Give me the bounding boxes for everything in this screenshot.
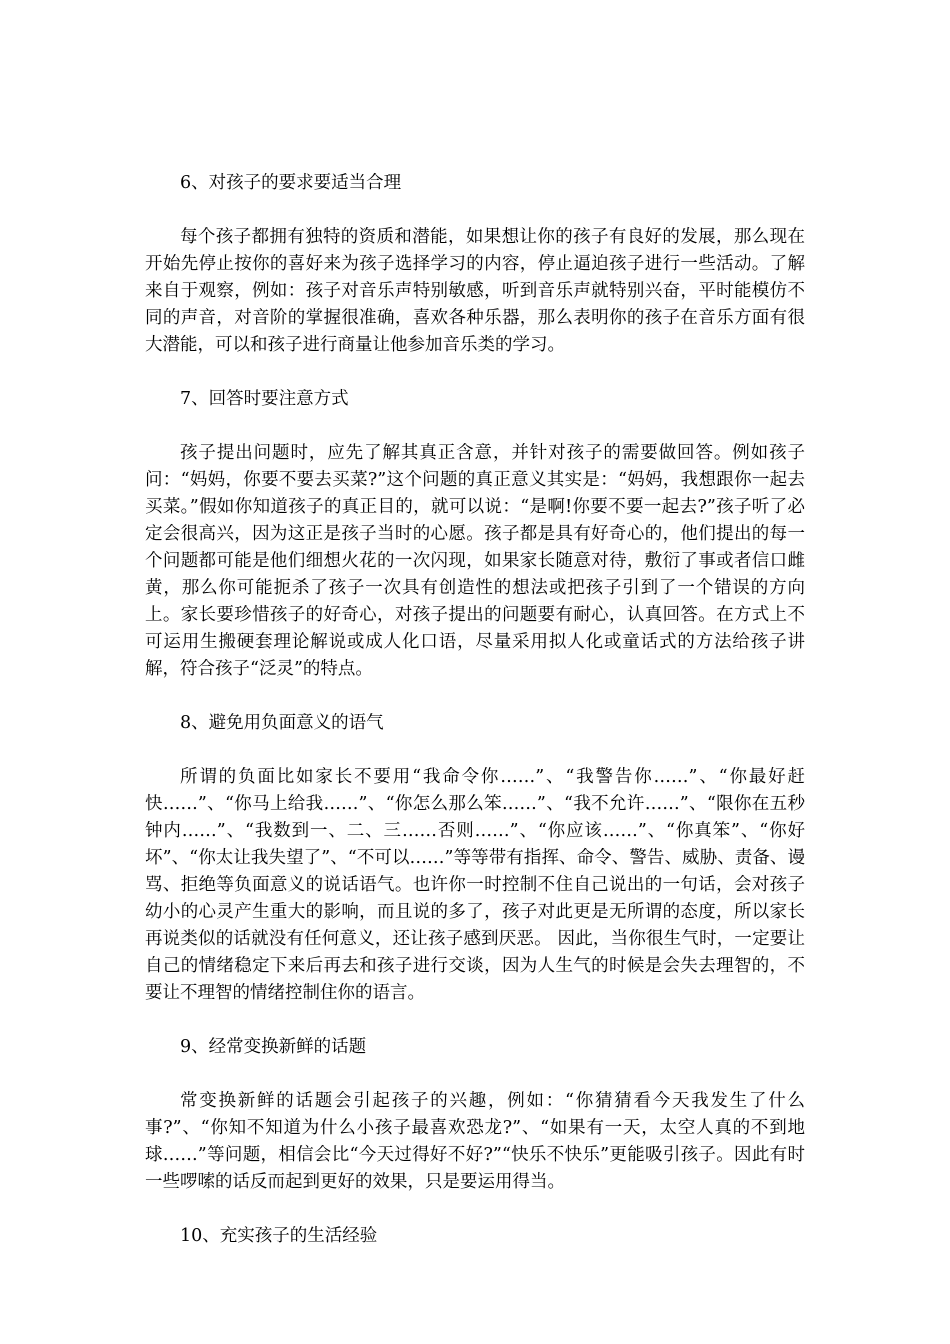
section-paragraph: 所谓的负面比如家长不要用“我命令你……”、“我警告你……”、“你最好赶快……”、“你马上给我……”、“你怎么那么笨……”、“我不允许……”、“限你在五秒钟内……”、“我数到一、二、三……否则……”、“你应该……”、“你真笨”、“你好坏”、“你太让我失望了”、“不可以……”等等带有指挥、命令、警告、威胁、责备、谩骂、拒绝等负面意义的说话语气。也许你一时控制不住自己说出的一句话，会对孩子幼小的心灵产生重大的影响，而且说的多了，孩子对此更是无所谓的态度，所以家长再说类似的话就没有任何意义，还让孩子感到厌恶。 因此，当你很生气时，一定要让自己的情绪稳定下来后再去和孩子进行交谈，因为人生气的时候是会失去理智的，不要让不理智的情绪控制住你的语言。 xyxy=(145,767,805,1003)
document-body xyxy=(145,170,805,1250)
section-heading: 10、充实孩子的生活经验 xyxy=(180,1226,378,1246)
section-paragraph: 常变换新鲜的话题会引起孩子的兴趣，例如：“你猜猜看今天我发生了什么事?”、“你知不知道为什么小孩子最喜欢恐龙?”、“如果有一天，太空人真的不到地球……”等问题，相信会比“今天过得好不好?”“快乐不快乐”更能吸引孩子。因此有时一些啰嗦的话反而起到更好的效果，只是要运用得当。 xyxy=(145,1091,805,1192)
section-heading: 7、回答时要注意方式 xyxy=(180,389,349,409)
section-heading: 8、避免用负面意义的语气 xyxy=(180,713,384,733)
section-heading: 9、经常变换新鲜的话题 xyxy=(180,1037,367,1057)
section-paragraph: 孩子提出问题时，应先了解其真正含意，并针对孩子的需要做回答。例如孩子问：“妈妈，你要不要去买菜?”这个问题的真正意义其实是：“妈妈，我想跟你一起去买菜。”假如你知道孩子的真正目的，就可以说：“是啊!你要不要一起去?”孩子听了必定会很高兴，因为这正是孩子当时的心愿。孩子都是具有好奇心的，他们提出的每一个问题都可能是他们细想火花的一次闪现，如果家长随意对待，敷衍了事或者信口雌黄，那么你可能扼杀了孩子一次具有创造性的想法或把孩子引到了一个错误的方向上。家长要珍惜孩子的好奇心，对孩子提出的问题要有耐心，认真回答。在方式上不可运用生搬硬套理论解说或成人化口语，尽量采用拟人化或童话式的方法给孩子讲解，符合孩子“泛灵”的特点。 xyxy=(145,443,805,679)
section-heading: 6、对孩子的要求要适当合理 xyxy=(180,173,402,193)
section-paragraph: 每个孩子都拥有独特的资质和潜能，如果想让你的孩子有良好的发展，那么现在开始先停止按你的喜好来为孩子选择学习的内容，停止逼迫孩子进行一些活动。了解来自于观察，例如：孩子对音乐声特别敏感，听到音乐声就特别兴奋，平时能模仿不同的声音，对音阶的掌握很准确，喜欢各种乐器，那么表明你的孩子在音乐方面有很大潜能，可以和孩子进行商量让他参加音乐类的学习。 xyxy=(145,227,805,355)
